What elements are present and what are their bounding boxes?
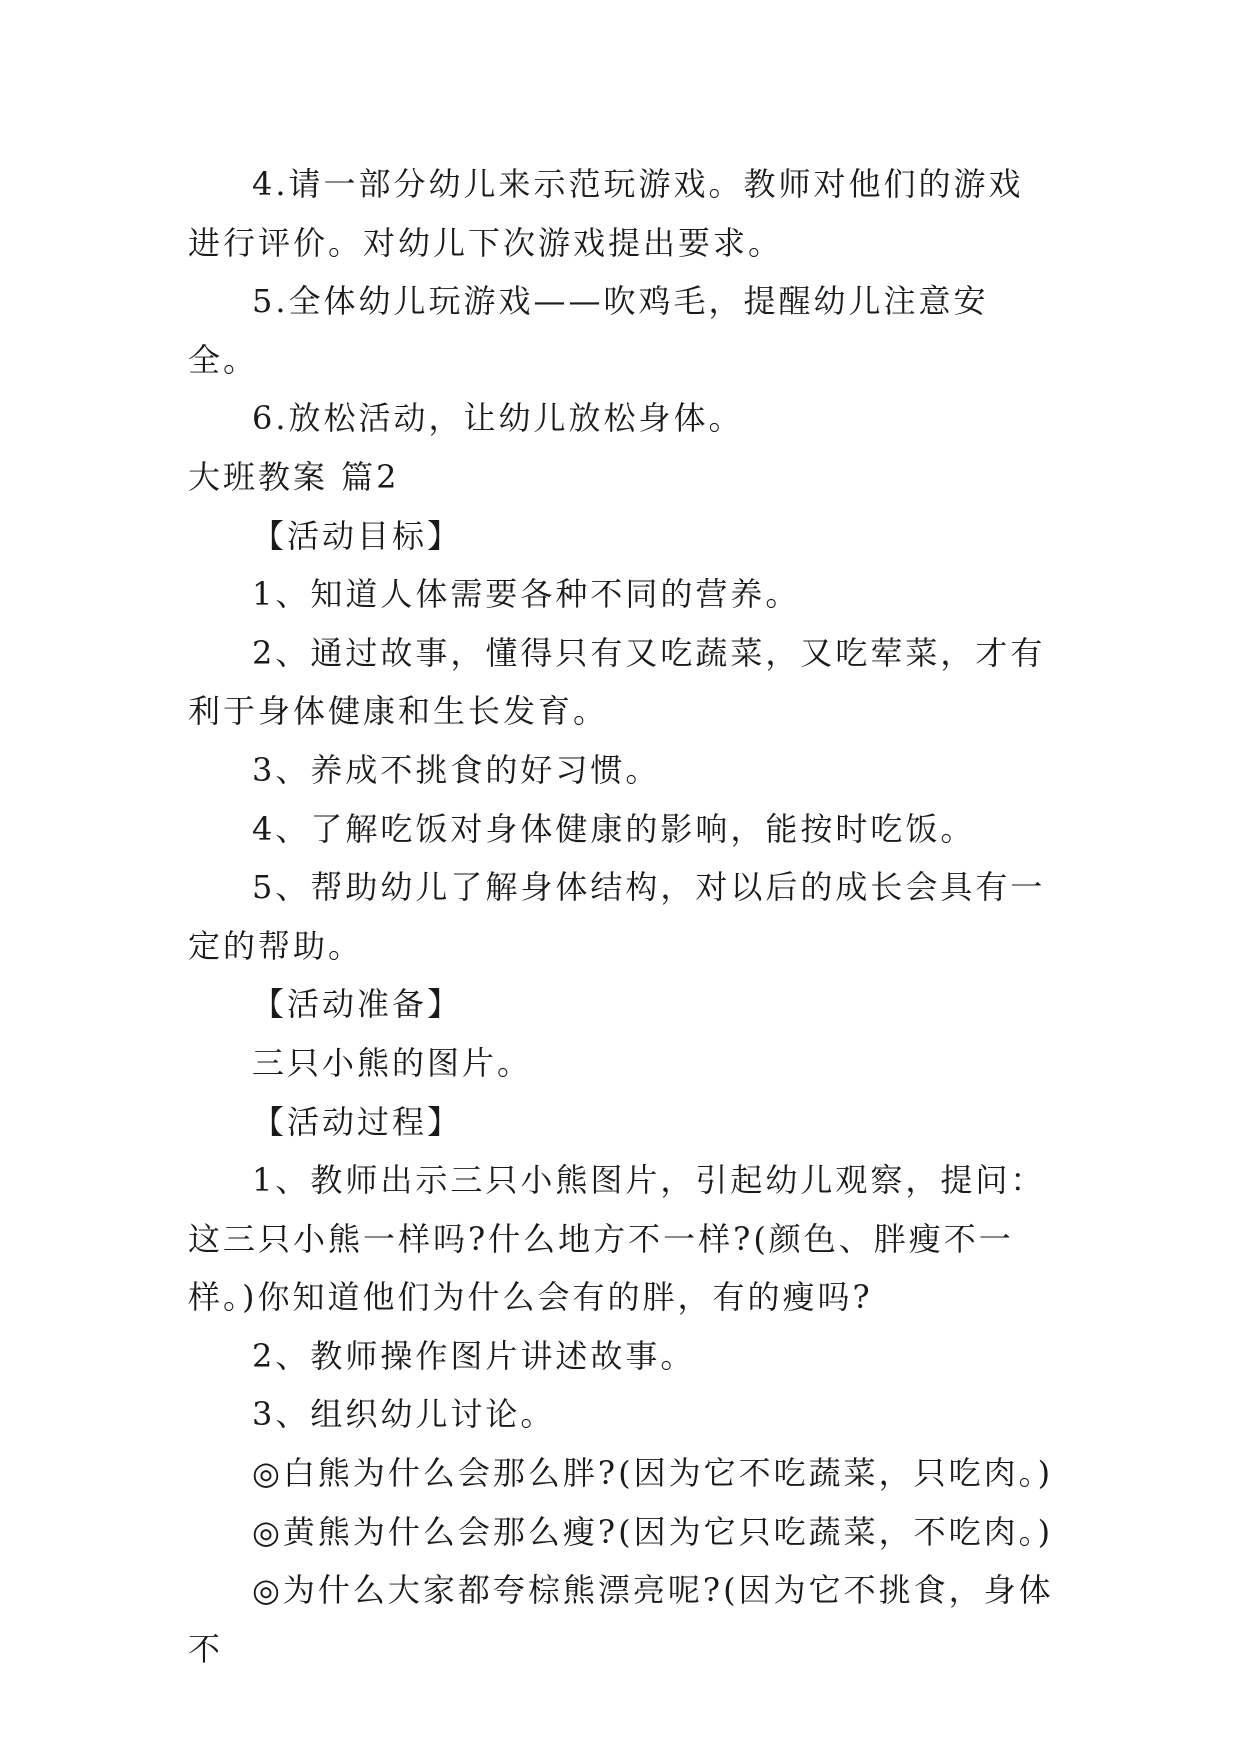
discussion-question-3: ◎为什么大家都夸棕熊漂亮呢?(因为它不挑食，身体不	[188, 1571, 1054, 1668]
goal-item-3: 3、养成不挑食的好习惯。	[252, 750, 661, 789]
paragraph-step-5: 5.全体幼儿玩游戏——吹鸡毛，提醒幼儿注意安全。	[188, 282, 989, 379]
goal-item-4: 4、了解吃饭对身体健康的影响，能按时吃饭。	[252, 809, 976, 848]
process-item-2: 2、教师操作图片讲述故事。	[252, 1336, 696, 1375]
process-item-3: 3、组织幼儿讨论。	[252, 1395, 556, 1434]
document-body	[188, 155, 1058, 1678]
subheading-preparation: 【活动准备】	[252, 985, 463, 1024]
discussion-question-2: ◎黄熊为什么会那么瘦?(因为它只吃蔬菜，不吃肉。)	[252, 1512, 1054, 1551]
goal-item-5: 5、帮助幼儿了解身体结构，对以后的成长会具有一定的帮助。	[188, 868, 1046, 965]
paragraph-step-6: 6.放松活动，让幼儿放松身体。	[252, 399, 744, 438]
subheading-process: 【活动过程】	[252, 1102, 463, 1141]
section-heading: 大班教案 篇2	[188, 457, 400, 496]
goal-item-1: 1、知道人体需要各种不同的营养。	[252, 575, 801, 614]
discussion-question-1: ◎白熊为什么会那么胖?(因为它不吃蔬菜，只吃肉。)	[252, 1454, 1054, 1493]
preparation-item: 三只小熊的图片。	[252, 1043, 533, 1082]
paragraph-step-4: 4.请一部分幼儿来示范玩游戏。教师对他们的游戏进行评价。对幼儿下次游戏提出要求。	[188, 165, 1024, 262]
process-item-1: 1、教师出示三只小熊图片，引起幼儿观察，提问：这三只小熊一样吗?什么地方不一样?(颜色、胖瘦不一样。)你知道他们为什么会有的胖，有的瘦吗?	[188, 1161, 1046, 1317]
subheading-goals: 【活动目标】	[252, 516, 463, 555]
goal-item-2: 2、通过故事，懂得只有又吃蔬菜，又吃荤菜，才有利于身体健康和生长发育。	[188, 633, 1046, 731]
